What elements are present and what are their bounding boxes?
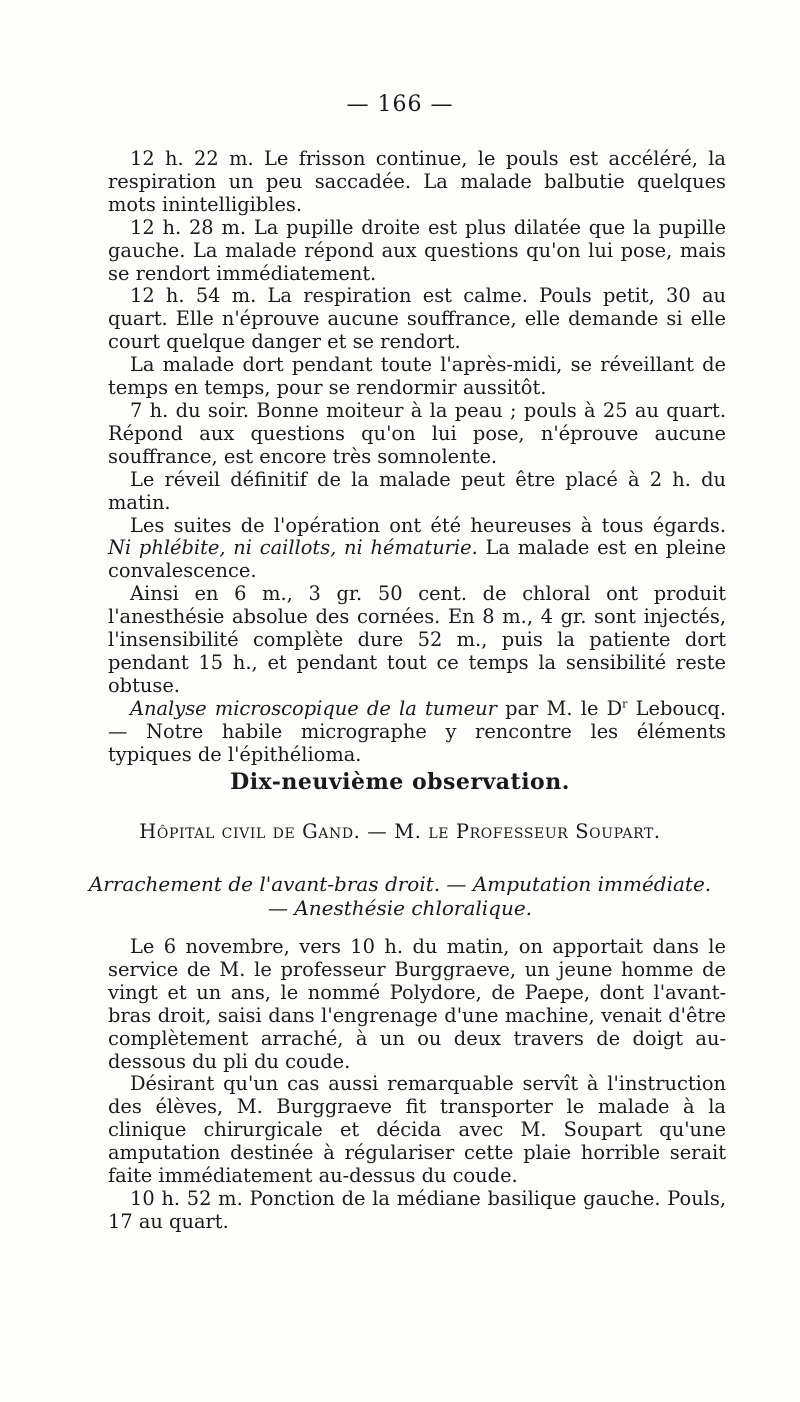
section-title: Dix-neuvième observation. [230,769,570,795]
subtitle-line-2: — Anesthésie chloralique. [267,896,533,920]
paragraph-9-superscript: r [622,697,628,711]
paragraph-9-italic: Analyse microscopique de la tumeur [130,696,497,720]
hospital-name: Hôpital civil de Gand. [139,820,361,843]
paragraph-3: 12 h. 54 m. La respiration est calme. Pouls petit, 30 au quart. Elle n'éprouve aucune souffrance, elle demande si elle court quelque danger et se rendort. [108,284,726,354]
case-subtitle [0,872,800,920]
paragraph-8: Ainsi en 6 m., 3 gr. 50 cent. de chloral ont produit l'anesthésie absolue des cornées. En 8 m., 4 gr. sont injectés, l'insensibilité complète dure 52 m., puis la patiente dort pendant 15 h., et pendant tout ce temps la sensibilité reste obtuse. [108,582,726,697]
paragraph-9-text-b: Leboucq. — Notre habile micrographe y rencontre les éléments typiques de l'épithélioma. [108,696,727,766]
paragraph-7 [108,515,726,584]
page-number: — 166 — [346,92,454,117]
paragraph-7-text-b: La malade est en pleine convalescence. [108,536,727,583]
hospital-line [0,820,800,843]
paragraph-11: Désirant qu'un cas aussi remarquable servît à l'instruction des élèves, M. Burggraeve fit transporter le malade à la clinique chirurgicale et décida avec M. Soupart qu'une amputation destinée à régulariser cette plaie horrible serait faite immédiatement au-dessus du coude. [108,1072,726,1188]
paragraph-7-text-a: Les suites de l'opération ont été heureuses à tous égards. [130,513,726,537]
paragraph-1: 12 h. 22 m. Le frisson continue, le pouls est accéléré, la respiration un peu saccadée. La malade balbutie quelques mots inintelligibles. [108,147,726,216]
paragraph-9 [108,698,726,767]
paragraph-5: 7 h. du soir. Bonne moiteur à la peau ; pouls à 25 au quart. Répond aux questions qu'on lui pose, n'éprouve aucune souffrance, est encore très somnolente. [108,398,726,468]
hospital-separator: — [360,820,395,843]
body-text-bottom [108,936,726,1234]
professor-name: M. le Professeur Soupart. [394,820,661,843]
paragraph-7-italic: Ni phlébite, ni caillots, ni hématurie. [108,536,478,560]
subtitle-line-1: Arrachement de l'avant-bras droit. — Amputation immédiate. [88,872,712,896]
paragraph-12: 10 h. 52 m. Ponction de la médiane basilique gauche. Pouls, 17 au quart. [108,1186,726,1233]
paragraph-2: 12 h. 28 m. La pupille droite est plus dilatée que la pupille gauche. La malade répond aux questions qu'on lui pose, mais se rendort immédiatement. [108,215,726,285]
paragraph-9-text-a: par M. le D [496,696,623,720]
body-text-top [108,148,726,766]
paragraph-10: Le 6 novembre, vers 10 h. du matin, on apportait dans le service de M. le professeur Burggraeve, un jeune homme de vingt et un ans, le nommé Polydore, de Paepe, dont l'avant-bras droit, saisi dans l'engrenage d'une machine, venait d'être complètement arraché, à un ou deux travers de doigt au-dessous du pli du coude. [108,935,726,1073]
paragraph-6: Le réveil définitif de la malade peut être placé à 2 h. du matin. [108,467,726,514]
paragraph-4: La malade dort pendant toute l'après-midi, se réveillant de temps en temps, pour se rendormir aussitôt. [108,353,726,400]
